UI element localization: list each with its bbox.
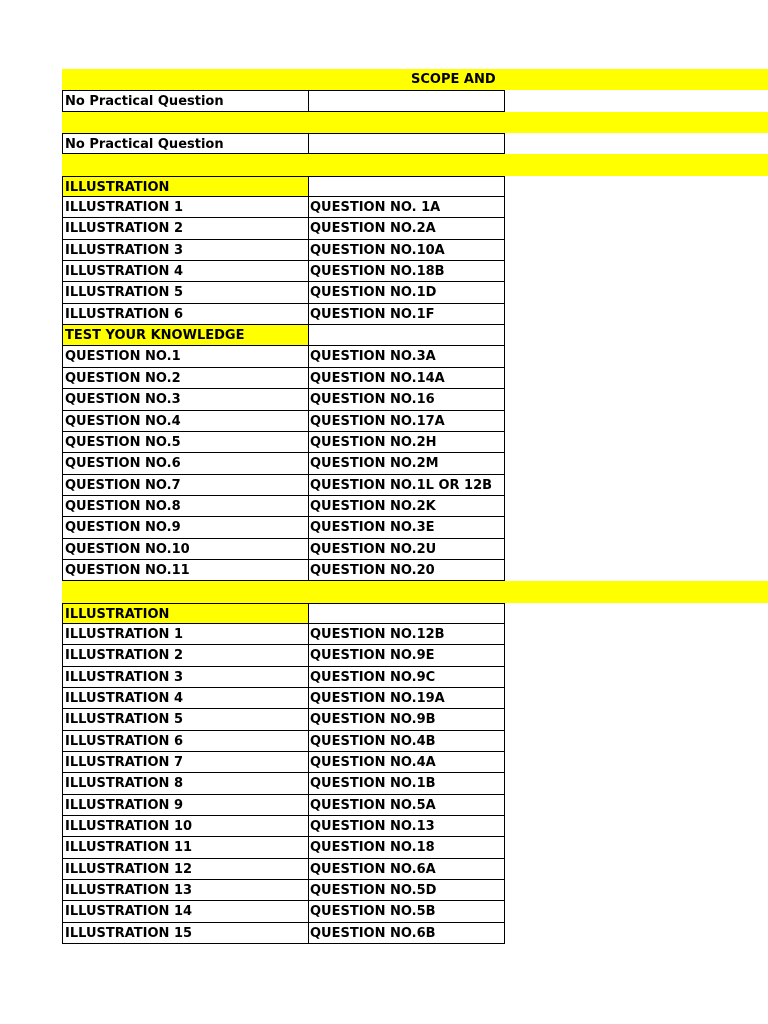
table-row: [62, 688, 768, 709]
left-cell[interactable]: QUESTION NO.5: [62, 432, 309, 453]
right-cell[interactable]: QUESTION NO.19A: [308, 688, 505, 709]
left-cell[interactable]: ILLUSTRATION 6: [62, 304, 309, 325]
table-row: [62, 346, 768, 367]
right-cell[interactable]: QUESTION NO.14A: [308, 368, 505, 389]
right-cell[interactable]: QUESTION NO.3A: [308, 346, 505, 367]
right-cell[interactable]: QUESTION NO.9E: [308, 645, 505, 666]
table-row: [62, 560, 768, 581]
table-row: [62, 816, 768, 837]
table-row: [62, 282, 768, 303]
table-row: [62, 859, 768, 880]
right-cell[interactable]: QUESTION NO.2K: [308, 496, 505, 517]
left-cell[interactable]: ILLUSTRATION 6: [62, 731, 309, 752]
table-row: [62, 731, 768, 752]
right-cell[interactable]: QUESTION NO.6B: [308, 923, 505, 944]
table-row: [62, 197, 768, 218]
table-row: [62, 133, 768, 154]
section-band-row: [62, 69, 768, 90]
section-header-row: [62, 176, 768, 197]
left-cell[interactable]: ILLUSTRATION 12: [62, 859, 309, 880]
right-cell[interactable]: QUESTION NO.1F: [308, 304, 505, 325]
table-row: [62, 837, 768, 858]
left-cell[interactable]: ILLUSTRATION 13: [62, 880, 309, 901]
table-row: [62, 240, 768, 261]
table-row: [62, 624, 768, 645]
left-cell[interactable]: QUESTION NO.6: [62, 453, 309, 474]
table-row: [62, 218, 768, 239]
table-row: [62, 368, 768, 389]
table-row: [62, 517, 768, 538]
right-cell[interactable]: QUESTION NO.5D: [308, 880, 505, 901]
table-row: [62, 90, 768, 111]
highlight-band: [62, 112, 768, 133]
left-cell[interactable]: QUESTION NO.8: [62, 496, 309, 517]
left-cell[interactable]: ILLUSTRATION 11: [62, 837, 309, 858]
section-band-row: [62, 112, 768, 133]
right-cell[interactable]: QUESTION NO.18: [308, 837, 505, 858]
right-cell[interactable]: QUESTION NO.2M: [308, 453, 505, 474]
left-cell[interactable]: ILLUSTRATION 5: [62, 282, 309, 303]
section-header-row: [62, 325, 768, 346]
left-cell[interactable]: QUESTION NO.4: [62, 411, 309, 432]
left-cell[interactable]: QUESTION NO.2: [62, 368, 309, 389]
section-header-cell[interactable]: ILLUSTRATION: [62, 176, 309, 197]
left-cell[interactable]: ILLUSTRATION 9: [62, 795, 309, 816]
left-cell[interactable]: QUESTION NO.10: [62, 539, 309, 560]
table-row: [62, 709, 768, 730]
sheet-title: SCOPE AND: [411, 72, 496, 87]
left-cell[interactable]: ILLUSTRATION 3: [62, 667, 309, 688]
table-row: [62, 261, 768, 282]
table-row: [62, 432, 768, 453]
right-cell[interactable]: QUESTION NO.13: [308, 816, 505, 837]
right-cell[interactable]: QUESTION NO.4A: [308, 752, 505, 773]
table-row: [62, 773, 768, 794]
table-row: [62, 411, 768, 432]
spreadsheet-table: [62, 69, 768, 944]
left-cell[interactable]: ILLUSTRATION 4: [62, 261, 309, 282]
right-cell[interactable]: QUESTION NO.9C: [308, 667, 505, 688]
section-header-row: [62, 603, 768, 624]
right-cell[interactable]: QUESTION NO.17A: [308, 411, 505, 432]
left-cell[interactable]: No Practical Question: [62, 133, 309, 154]
left-cell[interactable]: ILLUSTRATION 14: [62, 901, 309, 922]
right-cell[interactable]: QUESTION NO.16: [308, 389, 505, 410]
highlight-band: [62, 154, 768, 175]
left-cell[interactable]: ILLUSTRATION 1: [62, 624, 309, 645]
right-cell[interactable]: [308, 325, 505, 346]
left-cell[interactable]: QUESTION NO.1: [62, 346, 309, 367]
left-cell[interactable]: QUESTION NO.7: [62, 475, 309, 496]
right-cell[interactable]: QUESTION NO.2H: [308, 432, 505, 453]
table-row: [62, 645, 768, 666]
right-cell[interactable]: QUESTION NO.6A: [308, 859, 505, 880]
right-cell[interactable]: QUESTION NO.1B: [308, 773, 505, 794]
right-cell[interactable]: [308, 603, 505, 624]
left-cell[interactable]: ILLUSTRATION 7: [62, 752, 309, 773]
highlight-band: [62, 581, 768, 602]
left-cell[interactable]: ILLUSTRATION 15: [62, 923, 309, 944]
table-row: [62, 752, 768, 773]
right-cell[interactable]: [308, 133, 505, 154]
table-row: [62, 304, 768, 325]
table-row: [62, 667, 768, 688]
table-row: [62, 923, 768, 944]
table-row: [62, 453, 768, 474]
right-cell[interactable]: QUESTION NO.10A: [308, 240, 505, 261]
table-row: [62, 389, 768, 410]
left-cell[interactable]: QUESTION NO.3: [62, 389, 309, 410]
left-cell[interactable]: QUESTION NO.9: [62, 517, 309, 538]
section-band-row: [62, 154, 768, 175]
right-cell[interactable]: QUESTION NO.12B: [308, 624, 505, 645]
right-cell[interactable]: [308, 90, 505, 111]
right-cell[interactable]: QUESTION NO.18B: [308, 261, 505, 282]
section-band-row: [62, 581, 768, 602]
right-cell[interactable]: [308, 176, 505, 197]
table-row: [62, 539, 768, 560]
right-cell[interactable]: QUESTION NO. 1A: [308, 197, 505, 218]
left-cell[interactable]: QUESTION NO.11: [62, 560, 309, 581]
table-row: [62, 496, 768, 517]
right-cell[interactable]: QUESTION NO.4B: [308, 731, 505, 752]
table-row: [62, 880, 768, 901]
right-cell[interactable]: QUESTION NO.5B: [308, 901, 505, 922]
table-row: [62, 901, 768, 922]
right-cell[interactable]: QUESTION NO.1D: [308, 282, 505, 303]
section-header-cell[interactable]: TEST YOUR KNOWLEDGE: [62, 325, 309, 346]
left-cell[interactable]: ILLUSTRATION 3: [62, 240, 309, 261]
left-cell[interactable]: ILLUSTRATION 1: [62, 197, 309, 218]
right-cell[interactable]: QUESTION NO.20: [308, 560, 505, 581]
left-cell[interactable]: ILLUSTRATION 8: [62, 773, 309, 794]
table-row: [62, 795, 768, 816]
table-row: [62, 475, 768, 496]
right-cell[interactable]: QUESTION NO.1L OR 12B: [308, 475, 505, 496]
right-cell[interactable]: QUESTION NO.5A: [308, 795, 505, 816]
left-cell[interactable]: ILLUSTRATION 10: [62, 816, 309, 837]
left-cell[interactable]: ILLUSTRATION 4: [62, 688, 309, 709]
right-cell[interactable]: QUESTION NO.2U: [308, 539, 505, 560]
left-cell[interactable]: ILLUSTRATION 5: [62, 709, 309, 730]
right-cell[interactable]: QUESTION NO.2A: [308, 218, 505, 239]
left-cell[interactable]: No Practical Question: [62, 90, 309, 111]
section-header-cell[interactable]: ILLUSTRATION: [62, 603, 309, 624]
right-cell[interactable]: QUESTION NO.9B: [308, 709, 505, 730]
left-cell[interactable]: ILLUSTRATION 2: [62, 218, 309, 239]
right-cell[interactable]: QUESTION NO.3E: [308, 517, 505, 538]
left-cell[interactable]: ILLUSTRATION 2: [62, 645, 309, 666]
